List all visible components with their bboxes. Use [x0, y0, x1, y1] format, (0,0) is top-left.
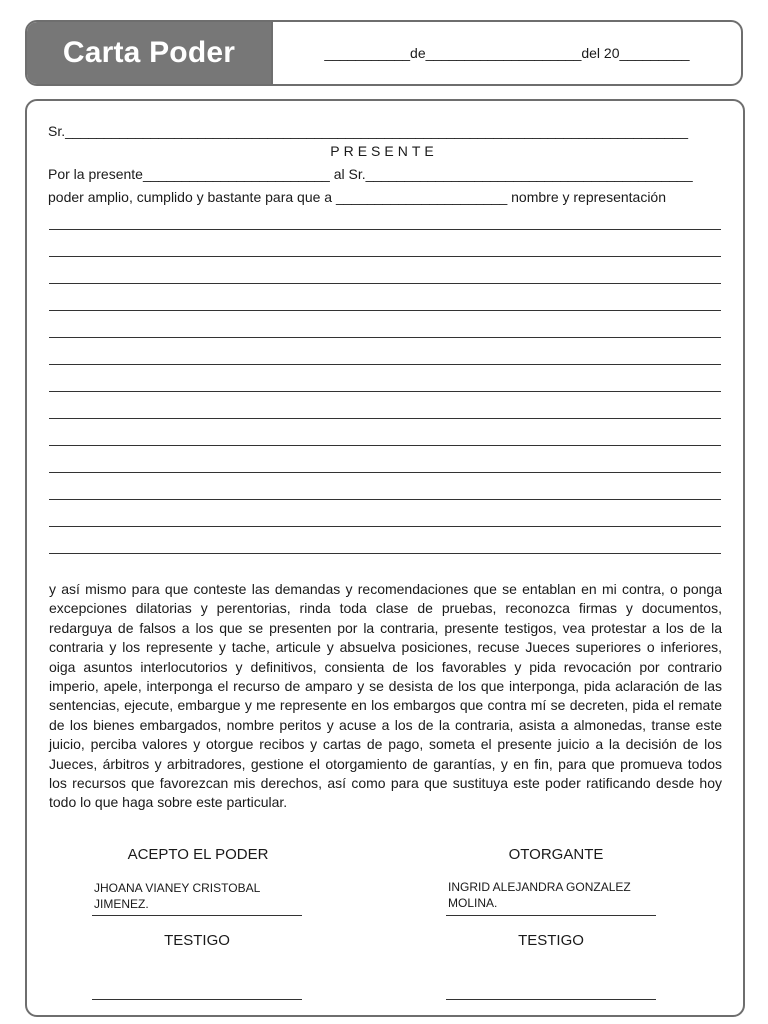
blank-line: [49, 310, 721, 311]
powers-paragraph: y así mismo para que conteste las demandas y recomendaciones que se entablan en mi contra, o ponga excepciones dilatorias y perentorias, rinda toda clase de pruebas, reconozca firmas y documentos, redarguya de falsos a los que se presenten por la contraria, presente testigos, vea protestar a los de la contraria y los represente y tache, articule y absuelva posiciones, recuse Jueces superiores o inferiores, oiga asuntos interlocutorios y definitivos, consienta de los favorables y pida revocación por contrario imperio, apele, interponga el recurso de amparo y se desista de los que interponga, pida aclaración de las sentencias, ejecute, embargue y me represente en los embargos que contra mí se decreten, pida el remate de los bienes embargados, nombre peritos y acuse a los de la contraria, asista a almonedas, transe este juicio, perciba valores y otorgue recibos y cartas de pago, someta el presente juicio a la decisión de los Jueces, árbitros y arbitradores, gestione el otorgamiento de garantías, y en fin, para que promueva todos los recursos que favorezcan mis derechos, así como para que sustituya este poder ratificando desde hoy todo lo que haga sobre este particular.: [49, 581, 722, 811]
acepto-signer-name: [94, 880, 304, 912]
header-box: [25, 20, 743, 86]
por-la-presente-line: Por la presente________________________ al Sr.__________________________________________: [48, 166, 693, 182]
otorgante-name-line1: INGRID ALEJANDRA GONZALEZ: [448, 880, 631, 894]
blank-line: [49, 472, 721, 473]
blank-line: [49, 391, 721, 392]
otorgante-signature-line: [446, 915, 656, 916]
blank-line: [49, 499, 721, 500]
date-line: ___________de____________________del 20_________: [324, 45, 690, 61]
poder-amplio-line: poder amplio, cumplido y bastante para que a ______________________ nombre y representación: [48, 189, 667, 205]
otorgante-signer-name: [448, 879, 658, 911]
blank-line: [49, 445, 721, 446]
blank-line: [49, 526, 721, 527]
blank-line: [49, 418, 721, 419]
acepto-el-poder-label: ACEPTO EL PODER: [127, 846, 269, 863]
blank-line: [49, 229, 721, 230]
document-title: Carta Poder: [27, 22, 273, 84]
blank-line: [49, 553, 721, 554]
otorgante-label: OTORGANTE: [508, 846, 604, 863]
testigo-left-label: TESTIGO: [164, 932, 230, 949]
blank-line: [49, 364, 721, 365]
otorgante-name-line2: MOLINA.: [448, 896, 498, 910]
blank-line: [49, 337, 721, 338]
testigo-left-signature-line: [92, 999, 302, 1000]
acepto-signature-line: [92, 915, 302, 916]
sr-line: Sr.________________________________________________________________________________: [48, 123, 689, 139]
acepto-name-line2: JIMENEZ.: [94, 897, 149, 911]
testigo-right-label: TESTIGO: [518, 932, 584, 949]
acepto-name-line1: JHOANA VIANEY CRISTOBAL: [94, 881, 261, 895]
presente-heading: PRESENTE: [330, 143, 438, 159]
blank-line: [49, 283, 721, 284]
blank-line: [49, 256, 721, 257]
testigo-right-signature-line: [446, 999, 656, 1000]
